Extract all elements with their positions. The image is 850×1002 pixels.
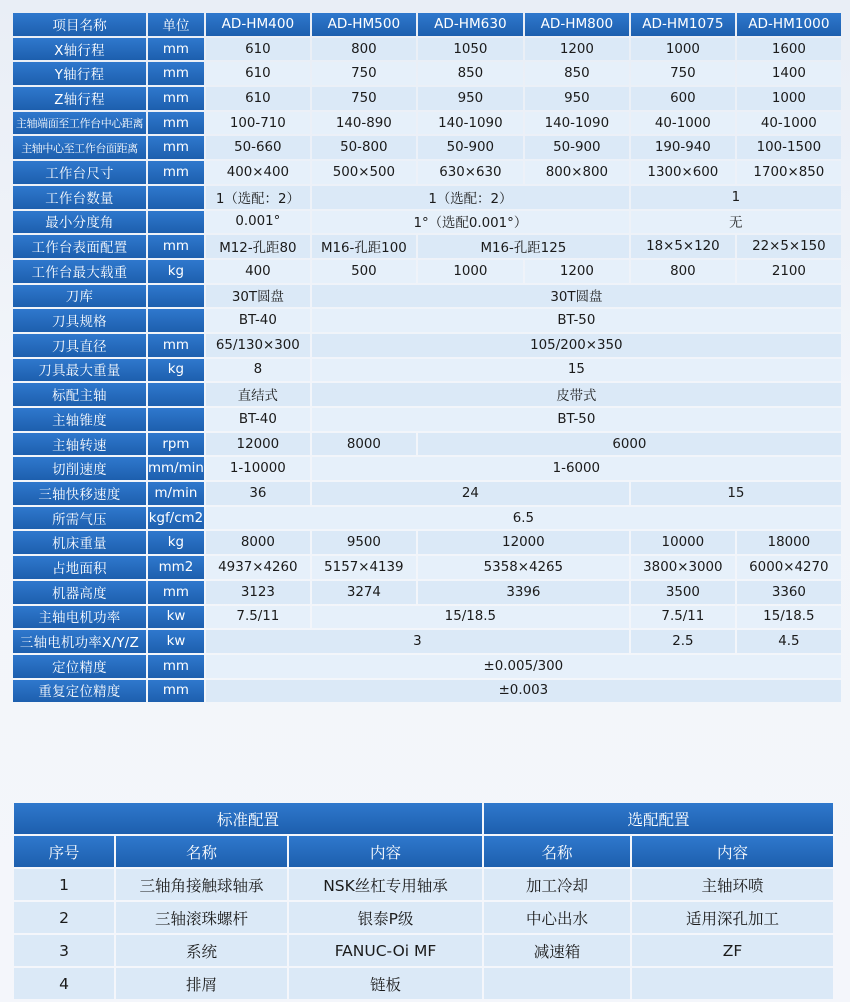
spec-value: 15/18.5 bbox=[312, 606, 629, 629]
spec-value: 100-710 bbox=[206, 112, 310, 135]
spec-unit: kw bbox=[148, 606, 204, 629]
spec-value: 1°（选配0.001°） bbox=[312, 211, 629, 234]
spec-unit bbox=[148, 408, 204, 431]
col-header-std-content: 内容 bbox=[289, 836, 482, 867]
spec-value: 1050 bbox=[418, 38, 523, 61]
spec-unit: mm bbox=[148, 112, 204, 135]
spec-value: 10000 bbox=[631, 531, 735, 554]
spec-value: 800 bbox=[631, 260, 735, 283]
spec-value: 950 bbox=[418, 87, 523, 110]
spec-value: 22×5×150 bbox=[737, 235, 841, 258]
spec-value: 1200 bbox=[525, 260, 629, 283]
spec-label: 工作台数量 bbox=[13, 186, 146, 209]
spec-value: 1（选配：2） bbox=[206, 186, 310, 209]
header-unit: 单位 bbox=[148, 13, 204, 36]
spec-value: 18×5×120 bbox=[631, 235, 735, 258]
config-cell-no: 2 bbox=[14, 902, 114, 933]
spec-label: Y轴行程 bbox=[13, 62, 146, 85]
spec-label: 所需气压 bbox=[13, 507, 146, 530]
spec-value: ±0.003 bbox=[206, 680, 841, 703]
spec-row bbox=[13, 285, 841, 308]
spec-label: X轴行程 bbox=[13, 38, 146, 61]
spec-value: 7.5/11 bbox=[631, 606, 735, 629]
config-cell-opt-content: 主轴环喷 bbox=[632, 869, 833, 900]
spec-value: 610 bbox=[206, 38, 310, 61]
config-row bbox=[14, 902, 833, 933]
spec-unit: mm bbox=[148, 62, 204, 85]
spec-value: 无 bbox=[631, 211, 841, 234]
spec-value: 750 bbox=[312, 87, 416, 110]
spec-value: 610 bbox=[206, 87, 310, 110]
spec-value: 3500 bbox=[631, 581, 735, 604]
spec-value: 140-890 bbox=[312, 112, 416, 135]
spec-value: 400×400 bbox=[206, 161, 310, 184]
spec-value: 6000 bbox=[418, 433, 841, 456]
header-model: AD-HM1075 bbox=[631, 13, 735, 36]
config-cell-opt-name: 中心出水 bbox=[484, 902, 630, 933]
spec-row bbox=[13, 457, 841, 480]
spec-row bbox=[13, 556, 841, 579]
config-cell-no: 4 bbox=[14, 968, 114, 999]
spec-unit: mm bbox=[148, 87, 204, 110]
spec-value: 1000 bbox=[737, 87, 841, 110]
spec-value: 105/200×350 bbox=[312, 334, 841, 357]
spec-value: 800 bbox=[312, 38, 416, 61]
spec-value: 5358×4265 bbox=[418, 556, 629, 579]
spec-value: 750 bbox=[631, 62, 735, 85]
config-cell-std-content: FANUC-Oi MF bbox=[289, 935, 482, 966]
spec-label: 主轴转速 bbox=[13, 433, 146, 456]
spec-row bbox=[13, 359, 841, 382]
spec-label: 工作台尺寸 bbox=[13, 161, 146, 184]
spec-label: 机器高度 bbox=[13, 581, 146, 604]
spec-label: 三轴电机功率X/Y/Z bbox=[13, 630, 146, 653]
config-cell-no: 3 bbox=[14, 935, 114, 966]
spec-row bbox=[13, 482, 841, 505]
spec-value: 15 bbox=[312, 359, 841, 382]
col-header-no: 序号 bbox=[14, 836, 114, 867]
spec-label: 主轴电机功率 bbox=[13, 606, 146, 629]
spec-value: 190-940 bbox=[631, 136, 735, 159]
spec-row bbox=[13, 235, 841, 258]
config-cell-std-name: 三轴滚珠螺杆 bbox=[116, 902, 287, 933]
spec-unit: mm bbox=[148, 581, 204, 604]
spec-unit: kgf/cm2 bbox=[148, 507, 204, 530]
spec-value: 8000 bbox=[312, 433, 416, 456]
spec-unit: mm bbox=[148, 334, 204, 357]
spec-value: M16-孔距100 bbox=[312, 235, 416, 258]
spec-value: M16-孔距125 bbox=[418, 235, 629, 258]
spec-value: M12-孔距80 bbox=[206, 235, 310, 258]
spec-value: 40-1000 bbox=[737, 112, 841, 135]
spec-value: 2.5 bbox=[631, 630, 735, 653]
config-cell-std-content: 银泰P级 bbox=[289, 902, 482, 933]
spec-value: 4937×4260 bbox=[206, 556, 310, 579]
col-header-opt-name: 名称 bbox=[484, 836, 630, 867]
config-table-container bbox=[12, 801, 835, 1001]
spec-label: 工作台最大载重 bbox=[13, 260, 146, 283]
spec-value: 50-800 bbox=[312, 136, 416, 159]
spec-value: 800×800 bbox=[525, 161, 629, 184]
spec-row bbox=[13, 334, 841, 357]
config-cell-std-name: 三轴角接触球轴承 bbox=[116, 869, 287, 900]
spec-value: 8 bbox=[206, 359, 310, 382]
spec-unit: kg bbox=[148, 359, 204, 382]
spec-unit bbox=[148, 309, 204, 332]
spec-value: 1700×850 bbox=[737, 161, 841, 184]
spec-label: 主轴锥度 bbox=[13, 408, 146, 431]
spec-value: 15 bbox=[631, 482, 841, 505]
spec-value: 0.001° bbox=[206, 211, 310, 234]
spec-value: 直结式 bbox=[206, 383, 310, 406]
spec-label: 切削速度 bbox=[13, 457, 146, 480]
spec-value: BT-50 bbox=[312, 309, 841, 332]
spec-row bbox=[13, 136, 841, 159]
spec-unit: mm/min bbox=[148, 457, 204, 480]
config-cell-std-content: NSK丝杠专用轴承 bbox=[289, 869, 482, 900]
spec-value: 1000 bbox=[631, 38, 735, 61]
spec-value: BT-50 bbox=[312, 408, 841, 431]
spec-value: 7.5/11 bbox=[206, 606, 310, 629]
spec-value: 24 bbox=[312, 482, 629, 505]
spec-table-container bbox=[11, 11, 843, 704]
spec-value: 3800×3000 bbox=[631, 556, 735, 579]
spec-unit: m/min bbox=[148, 482, 204, 505]
spec-value: 400 bbox=[206, 260, 310, 283]
spec-row bbox=[13, 383, 841, 406]
spec-row bbox=[13, 680, 841, 703]
config-cell-std-name: 系统 bbox=[116, 935, 287, 966]
spec-row bbox=[13, 606, 841, 629]
spec-label: 刀库 bbox=[13, 285, 146, 308]
spec-value: 1（选配：2） bbox=[312, 186, 629, 209]
spec-label: 主轴中心至工作台面距离 bbox=[13, 136, 146, 159]
spec-row bbox=[13, 211, 841, 234]
header-model: AD-HM1000 bbox=[737, 13, 841, 36]
spec-value: BT-40 bbox=[206, 309, 310, 332]
spec-value: 630×630 bbox=[418, 161, 523, 184]
spec-value: 40-1000 bbox=[631, 112, 735, 135]
spec-value: 36 bbox=[206, 482, 310, 505]
spec-value: 6.5 bbox=[206, 507, 841, 530]
spec-value: 100-1500 bbox=[737, 136, 841, 159]
spec-unit: mm bbox=[148, 655, 204, 678]
spec-row bbox=[13, 408, 841, 431]
spec-unit: kg bbox=[148, 260, 204, 283]
config-cell-no: 1 bbox=[14, 869, 114, 900]
header-model: AD-HM500 bbox=[312, 13, 416, 36]
config-row bbox=[14, 869, 833, 900]
spec-unit bbox=[148, 211, 204, 234]
spec-value: 65/130×300 bbox=[206, 334, 310, 357]
spec-value: 8000 bbox=[206, 531, 310, 554]
config-cell-std-content: 链板 bbox=[289, 968, 482, 999]
spec-unit: mm bbox=[148, 680, 204, 703]
spec-value: 3 bbox=[206, 630, 629, 653]
spec-value: 3396 bbox=[418, 581, 629, 604]
spec-unit: mm2 bbox=[148, 556, 204, 579]
config-cell-std-name: 排屑 bbox=[116, 968, 287, 999]
spec-value: 1200 bbox=[525, 38, 629, 61]
spec-unit bbox=[148, 383, 204, 406]
spec-row bbox=[13, 161, 841, 184]
spec-value: 1300×600 bbox=[631, 161, 735, 184]
spec-table bbox=[11, 11, 843, 704]
spec-header-row bbox=[13, 13, 841, 36]
spec-value: 12000 bbox=[418, 531, 629, 554]
spec-label: 最小分度角 bbox=[13, 211, 146, 234]
spec-value: 9500 bbox=[312, 531, 416, 554]
spec-value: 1600 bbox=[737, 38, 841, 61]
spec-value: 3123 bbox=[206, 581, 310, 604]
config-cell-opt-content: 适用深孔加工 bbox=[632, 902, 833, 933]
standard-config-heading: 标准配置 bbox=[14, 803, 482, 834]
spec-value: 30T圆盘 bbox=[206, 285, 310, 308]
config-table bbox=[12, 801, 835, 1001]
header-model: AD-HM800 bbox=[525, 13, 629, 36]
optional-config-heading: 选配配置 bbox=[484, 803, 833, 834]
spec-label: 主轴端面至工作台中心距离 bbox=[13, 112, 146, 135]
spec-value: 50-900 bbox=[418, 136, 523, 159]
spec-value: 5157×4139 bbox=[312, 556, 416, 579]
config-row bbox=[14, 935, 833, 966]
spec-value: 1 bbox=[631, 186, 841, 209]
spec-label: 机床重量 bbox=[13, 531, 146, 554]
spec-value: 1000 bbox=[418, 260, 523, 283]
spec-value: 140-1090 bbox=[418, 112, 523, 135]
spec-value: 750 bbox=[312, 62, 416, 85]
spec-label: 工作台表面配置 bbox=[13, 235, 146, 258]
spec-row bbox=[13, 186, 841, 209]
spec-row bbox=[13, 309, 841, 332]
spec-unit: mm bbox=[148, 235, 204, 258]
spec-row bbox=[13, 433, 841, 456]
spec-value: 12000 bbox=[206, 433, 310, 456]
spec-value: 2100 bbox=[737, 260, 841, 283]
spec-value: 950 bbox=[525, 87, 629, 110]
spec-value: 850 bbox=[418, 62, 523, 85]
spec-label: 定位精度 bbox=[13, 655, 146, 678]
spec-label: Z轴行程 bbox=[13, 87, 146, 110]
config-cell-opt-name: 加工冷却 bbox=[484, 869, 630, 900]
spec-value: 1400 bbox=[737, 62, 841, 85]
spec-unit bbox=[148, 186, 204, 209]
spec-value: 140-1090 bbox=[525, 112, 629, 135]
spec-value: 1-10000 bbox=[206, 457, 310, 480]
spec-unit: mm bbox=[148, 161, 204, 184]
spec-row bbox=[13, 630, 841, 653]
header-model: AD-HM400 bbox=[206, 13, 310, 36]
spec-row bbox=[13, 531, 841, 554]
spec-unit: kw bbox=[148, 630, 204, 653]
spec-label: 重复定位精度 bbox=[13, 680, 146, 703]
spec-value: 30T圆盘 bbox=[312, 285, 841, 308]
config-cell-opt-content bbox=[632, 968, 833, 999]
spec-unit: mm bbox=[148, 38, 204, 61]
config-cell-opt-name: 减速箱 bbox=[484, 935, 630, 966]
spec-row bbox=[13, 38, 841, 61]
spec-value: 600 bbox=[631, 87, 735, 110]
spec-value: 4.5 bbox=[737, 630, 841, 653]
spec-row bbox=[13, 112, 841, 135]
spec-label: 三轴快移速度 bbox=[13, 482, 146, 505]
spec-unit: kg bbox=[148, 531, 204, 554]
spec-row bbox=[13, 62, 841, 85]
header-model: AD-HM630 bbox=[418, 13, 523, 36]
spec-value: 50-660 bbox=[206, 136, 310, 159]
spec-value: 3274 bbox=[312, 581, 416, 604]
spec-value: 6000×4270 bbox=[737, 556, 841, 579]
spec-value: ±0.005/300 bbox=[206, 655, 841, 678]
spec-value: 610 bbox=[206, 62, 310, 85]
spec-row bbox=[13, 507, 841, 530]
spec-value: 皮带式 bbox=[312, 383, 841, 406]
spec-row bbox=[13, 260, 841, 283]
spec-unit: rpm bbox=[148, 433, 204, 456]
spec-value: 50-900 bbox=[525, 136, 629, 159]
spec-value: 3360 bbox=[737, 581, 841, 604]
config-column-header-row bbox=[14, 836, 833, 867]
spec-value: 500×500 bbox=[312, 161, 416, 184]
config-row bbox=[14, 968, 833, 999]
spec-value: 500 bbox=[312, 260, 416, 283]
config-cell-opt-content: ZF bbox=[632, 935, 833, 966]
spec-unit bbox=[148, 285, 204, 308]
spec-label: 标配主轴 bbox=[13, 383, 146, 406]
config-cell-opt-name bbox=[484, 968, 630, 999]
spec-label: 刀具直径 bbox=[13, 334, 146, 357]
spec-unit: mm bbox=[148, 136, 204, 159]
spec-value: 18000 bbox=[737, 531, 841, 554]
spec-label: 刀具最大重量 bbox=[13, 359, 146, 382]
spec-label: 刀具规格 bbox=[13, 309, 146, 332]
col-header-opt-content: 内容 bbox=[632, 836, 833, 867]
spec-row bbox=[13, 581, 841, 604]
spec-row bbox=[13, 655, 841, 678]
spec-label: 占地面积 bbox=[13, 556, 146, 579]
config-group-header-row bbox=[14, 803, 833, 834]
spec-value: 850 bbox=[525, 62, 629, 85]
spec-value: 15/18.5 bbox=[737, 606, 841, 629]
spec-value: 1-6000 bbox=[312, 457, 841, 480]
header-item-name: 项目名称 bbox=[13, 13, 146, 36]
col-header-std-name: 名称 bbox=[116, 836, 287, 867]
spec-row bbox=[13, 87, 841, 110]
spec-value: BT-40 bbox=[206, 408, 310, 431]
